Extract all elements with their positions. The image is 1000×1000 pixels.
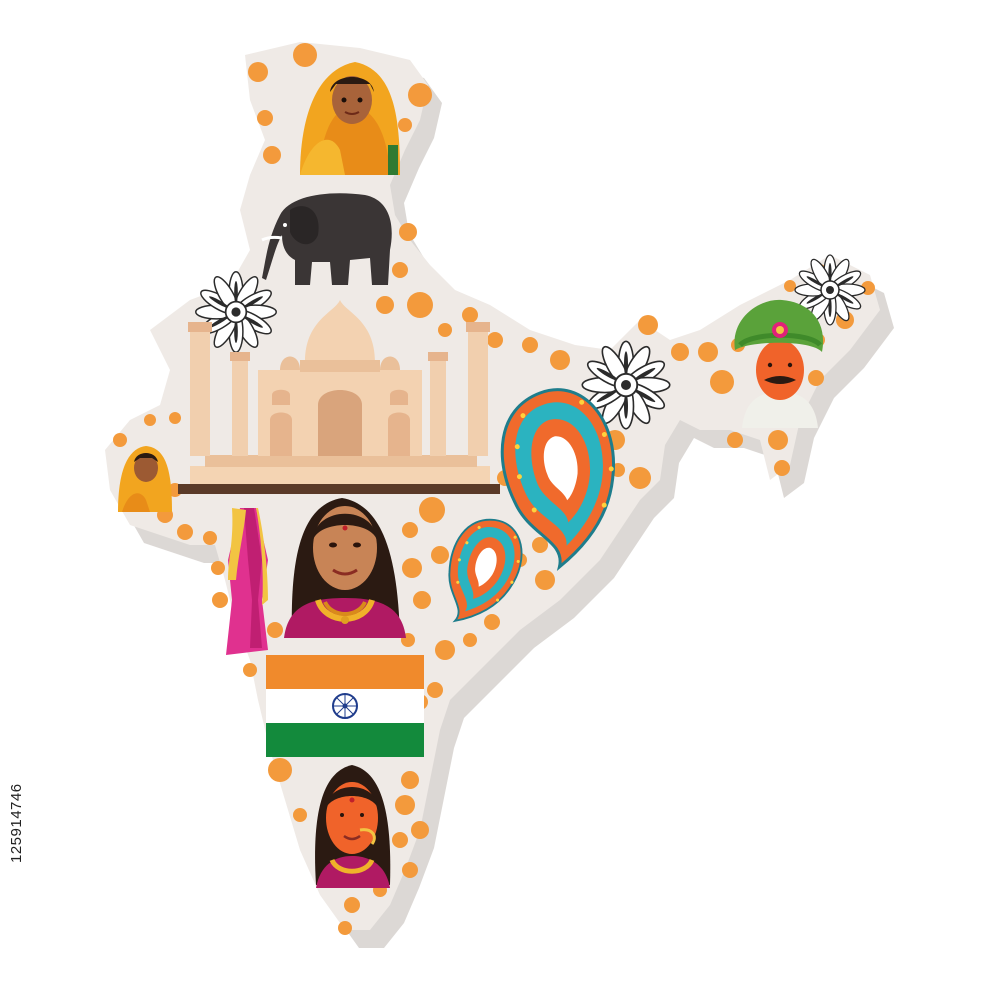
- india-flag-icon: [266, 655, 424, 757]
- stock-id-label: 125914746: [8, 783, 25, 863]
- sari-icon: [226, 508, 268, 655]
